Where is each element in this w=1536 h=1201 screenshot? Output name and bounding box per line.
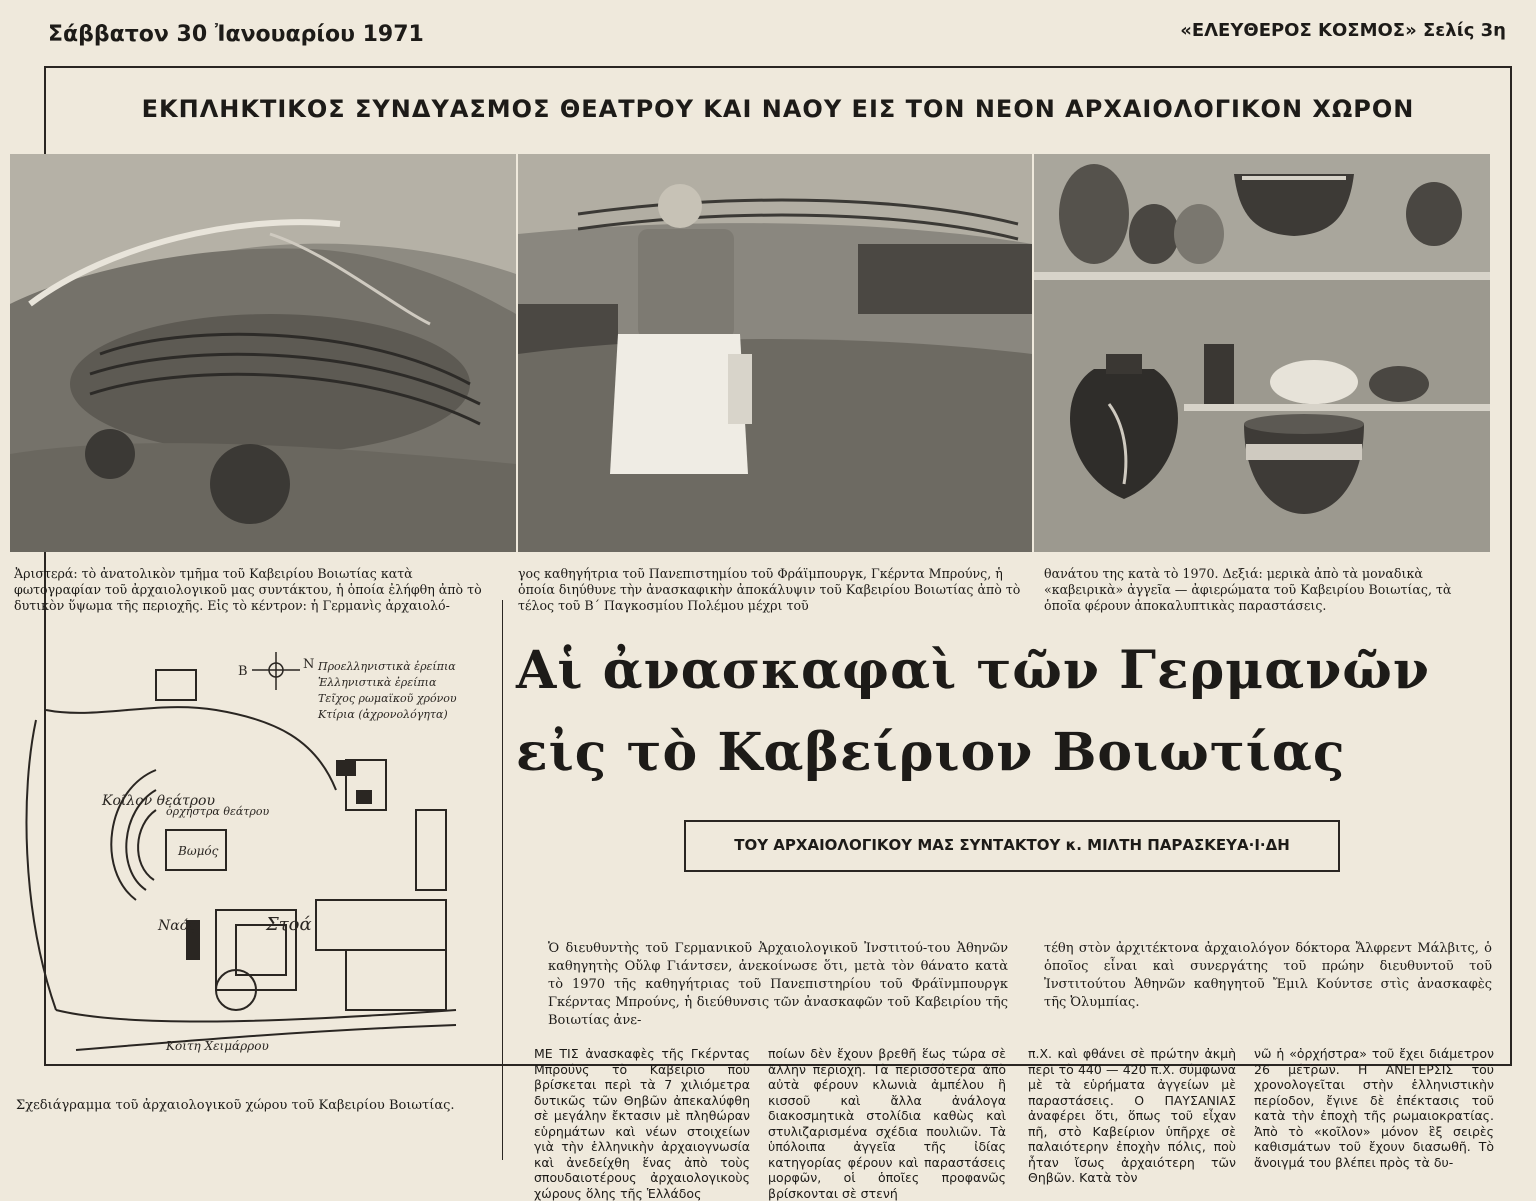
label-stoa: Στοά (266, 914, 312, 935)
intro-paragraph-left: Ὁ διευθυντὴς τοῦ Γερμανικοῦ Ἀρχαιολογικοῦ Ἰνστιτού-του Ἀθηνῶν καθηγητὴς Οὔλφ Γιάντσεν, ἀνεκοίνωσε ὅτι, μετὰ τὸν θάνατο κατὰ τὸ 1970 τῆς καθηγήτριας τοῦ Πανεπιστηρίου τοῦ Φράϊνμπουργκ Γκέρντας Μπρούνς, ἡ διεύθυνσις τῶν ἀνασκαφῶν τοῦ Καβειρίου τῆς Βοιωτίας ἀνε- (548, 941, 1008, 1028)
caption-left: Ἀριστερά: τὸ ἀνατολικὸν τμῆμα τοῦ Καβειρίου Βοιωτίας κατὰ φωτογραφίαν τοῦ ἀρχαιολογικοῦ μας συντάκτου, ἡ ὁποία ἐλήφθη ἀπὸ τὸ δυτικὸν ὕψωμα τῆς περιοχῆς. Εἰς τὸ κέντρον: ἡ Γερμανὶς ἀρχαιολό- (14, 566, 482, 613)
article-title (516, 630, 1506, 794)
article-title-line2: εἰς τὸ Καβείριον Βοιωτίας (516, 722, 1346, 783)
caption-right: θανάτου της κατὰ τὸ 1970. Δεξιά: μερικὰ ἀπὸ τὰ μοναδικὰ «καβειρικὰ» ἀγγεῖα — ἀφιερώματα τοῦ Καβειρίου Βοιωτίας, τὰ ὁποῖα φέρουν ἀποκαλυπτικὰς παραστάσεις. (1044, 566, 1452, 613)
article-column-1: ΜΕ ΤΙΣ ἀνασκαφὲς τῆς Γκέρντας Μπρούνς τὸ Καβείριο ποὺ βρίσκεται περὶ τὰ 7 χιλιόμετρα δυτικῶς τῶν Θηβῶν ἀπεκαλύφθη σὲ μεγάλην ἔκτασιν μὲ πληθώραν εὑρημάτων καὶ νέων στοιχείων γιὰ τὴν ἑλληνικὴν ἀρχαιογνωσία καὶ ἀνεδείχθη ἕνας ἀπὸ τοὺς σπουδαιοτέρους ἀρχαιολογικοὺς χώρους ὅλης τῆς Ἑλλάδος (534, 1046, 750, 1201)
compass-east-label: N (303, 657, 315, 672)
article-column-2: ποίων δὲν ἔχουν βρεθῆ ἕως τώρα σὲ ἄλλην περιοχή. Τὰ περισσότερα ἀπὸ αὐτὰ φέρουν κλωνιὰ ἀμπέλου ἢ κισσοῦ καὶ ἄλλα ἀνάλογα διακοσμητικὰ στολίδια καθὼς καὶ στυλιζαρισμένα σχέδια πουλιῶν. Τὰ ὑπόλοιπα ἀγγεῖα τῆς ἰδίας κατηγορίας φέρουν καὶ παραστάσεις μορφῶν, οἱ ὁποῖες προφανῶς βρίσκονται σὲ στενή (768, 1046, 1006, 1201)
article-title-line1: Αἱ ἀνασκαφαὶ τῶν Γερμανῶν (516, 640, 1430, 701)
compass-west-label: B (238, 664, 248, 679)
site-plan (16, 650, 500, 1090)
intro-paragraph-right: τέθη στὸν ἀρχιτέκτονα ἀρχαιολόγον δόκτορα Ἄλφρεντ Μάλβιτς, ὁ ὁποῖος εἶναι καὶ συνεργάτης τοῦ πρώην διευθυντοῦ τοῦ Ἰνστιτούτου Ἀθηνῶν καθηγητοῦ Ἔμιλ Κούντσε στὶς ἀνασκαφὲς τῆς Ὀλυμπίας. (1044, 941, 1492, 1010)
theatre-landscape-photo (10, 154, 516, 552)
label-temple: Ναός (158, 918, 196, 934)
article-column-4: νῶ ἡ «ὀρχήστρα» τοῦ ἔχει διάμετρον 26 μέτρων. Η ΑΝΕΓΕΡΣΙΣ τοῦ χρονολογεῖται στὴν ἑλληνιστικὴν περίοδον, ἔγινε δὲ ἐπέκτασις τοῦ κατὰ τὴν ἐποχὴ τῆς ρωμαιοκρατίας. Ἀπὸ τὸ «κοῖλον» μόνον ἓξ σειρὲς καθισμάτων τοῦ ἔχουν διασωθῆ. Τὸ ἄνοιγμά του βλέπει πρὸς τὰ δυ- (1254, 1046, 1494, 1170)
label-koilon: Κοῖλον θεάτρου (102, 793, 215, 809)
label-riverbed: Κοίτη Χειμάρρου (166, 1039, 269, 1053)
byline: ΤΟΥ ΑΡΧΑΙΟΛΟΓΙΚΟΥ ΜΑΣ ΣΥΝΤΑΚΤΟΥ κ. ΜΙΛΤΗ ΠΑΡΑΣΚΕΥΑ·Ι·ΔΗ (734, 836, 1290, 854)
legend-roman-wall: Τεῖχος ρωμαϊκοῦ χρόνου (318, 692, 457, 705)
label-orchestra: ὀρχήστρα θεάτρου (166, 805, 270, 818)
headline: ΕΚΠΛΗΚΤΙΚΟΣ ΣΥΝΔΥΑΣΜΟΣ ΘΕΑΤΡΟΥ ΚΑΙ ΝΑΟΥ ΕΙΣ ΤΟΝ ΝΕΟΝ ΑΡΧΑΙΟΛΟΓΙΚΟΝ ΧΩΡΟΝ (141, 95, 1415, 123)
issue-date: Σάββατον 30 Ἰανουαρίου 1971 (48, 22, 424, 47)
legend-buildings: Κτίρια (ἀχρονολόγητα) (318, 708, 448, 721)
legend-pre-hellenistic: Προελληνιστικὰ ἐρείπια (318, 660, 456, 673)
legend-hellenistic: Ἑλληνιστικὰ ἐρείπια (318, 676, 437, 689)
masthead: «ΕΛΕΥΘΕΡΟΣ ΚΟΣΜΟΣ» Σελίς 3η (1180, 20, 1506, 41)
caption-center: γος καθηγήτρια τοῦ Πανεπιστημίου τοῦ Φράϊμπουργκ, Γκέρντα Μπρούνς, ἡ ὁποία διηύθυνε τὴν ἀνασκαφικὴν ἀποκάλυψιν τοῦ Καβειρίου Βοιωτίας ἀπὸ τὸ τέλος τοῦ Β΄ Παγκοσμίου Πολέμου μέχρι τοῦ (518, 566, 1021, 613)
vases-photo (1034, 154, 1490, 552)
label-altar: Βωμός (178, 844, 219, 858)
article-column-3: π.Χ. καὶ φθάνει σὲ πρώτην ἀκμὴ περὶ τὸ 440 — 420 π.Χ. σύμφωνα μὲ τὰ εὑρήματα ἀγγείων μὲ παραστάσεις. Ο ΠΑΥΣΑΝΙΑΣ ἀναφέρει ὅτι, ὅπως τοῦ εἶχαν πῆ, στὸ Καβείριον ὑπῆρχε σὲ παλαιότερην ἐποχὴν πόλις, ποὺ ἦταν ἴσως ἀρχαιότερη τῶν Θηβῶν. Κατὰ τὸν (1028, 1046, 1236, 1185)
column-divider (502, 600, 503, 1160)
plan-caption: Σχεδιάγραμμα τοῦ ἀρχαιολογικοῦ χώρου τοῦ Καβειρίου Βοιωτίας. (16, 1098, 455, 1113)
archaeologist-photo (518, 154, 1032, 552)
